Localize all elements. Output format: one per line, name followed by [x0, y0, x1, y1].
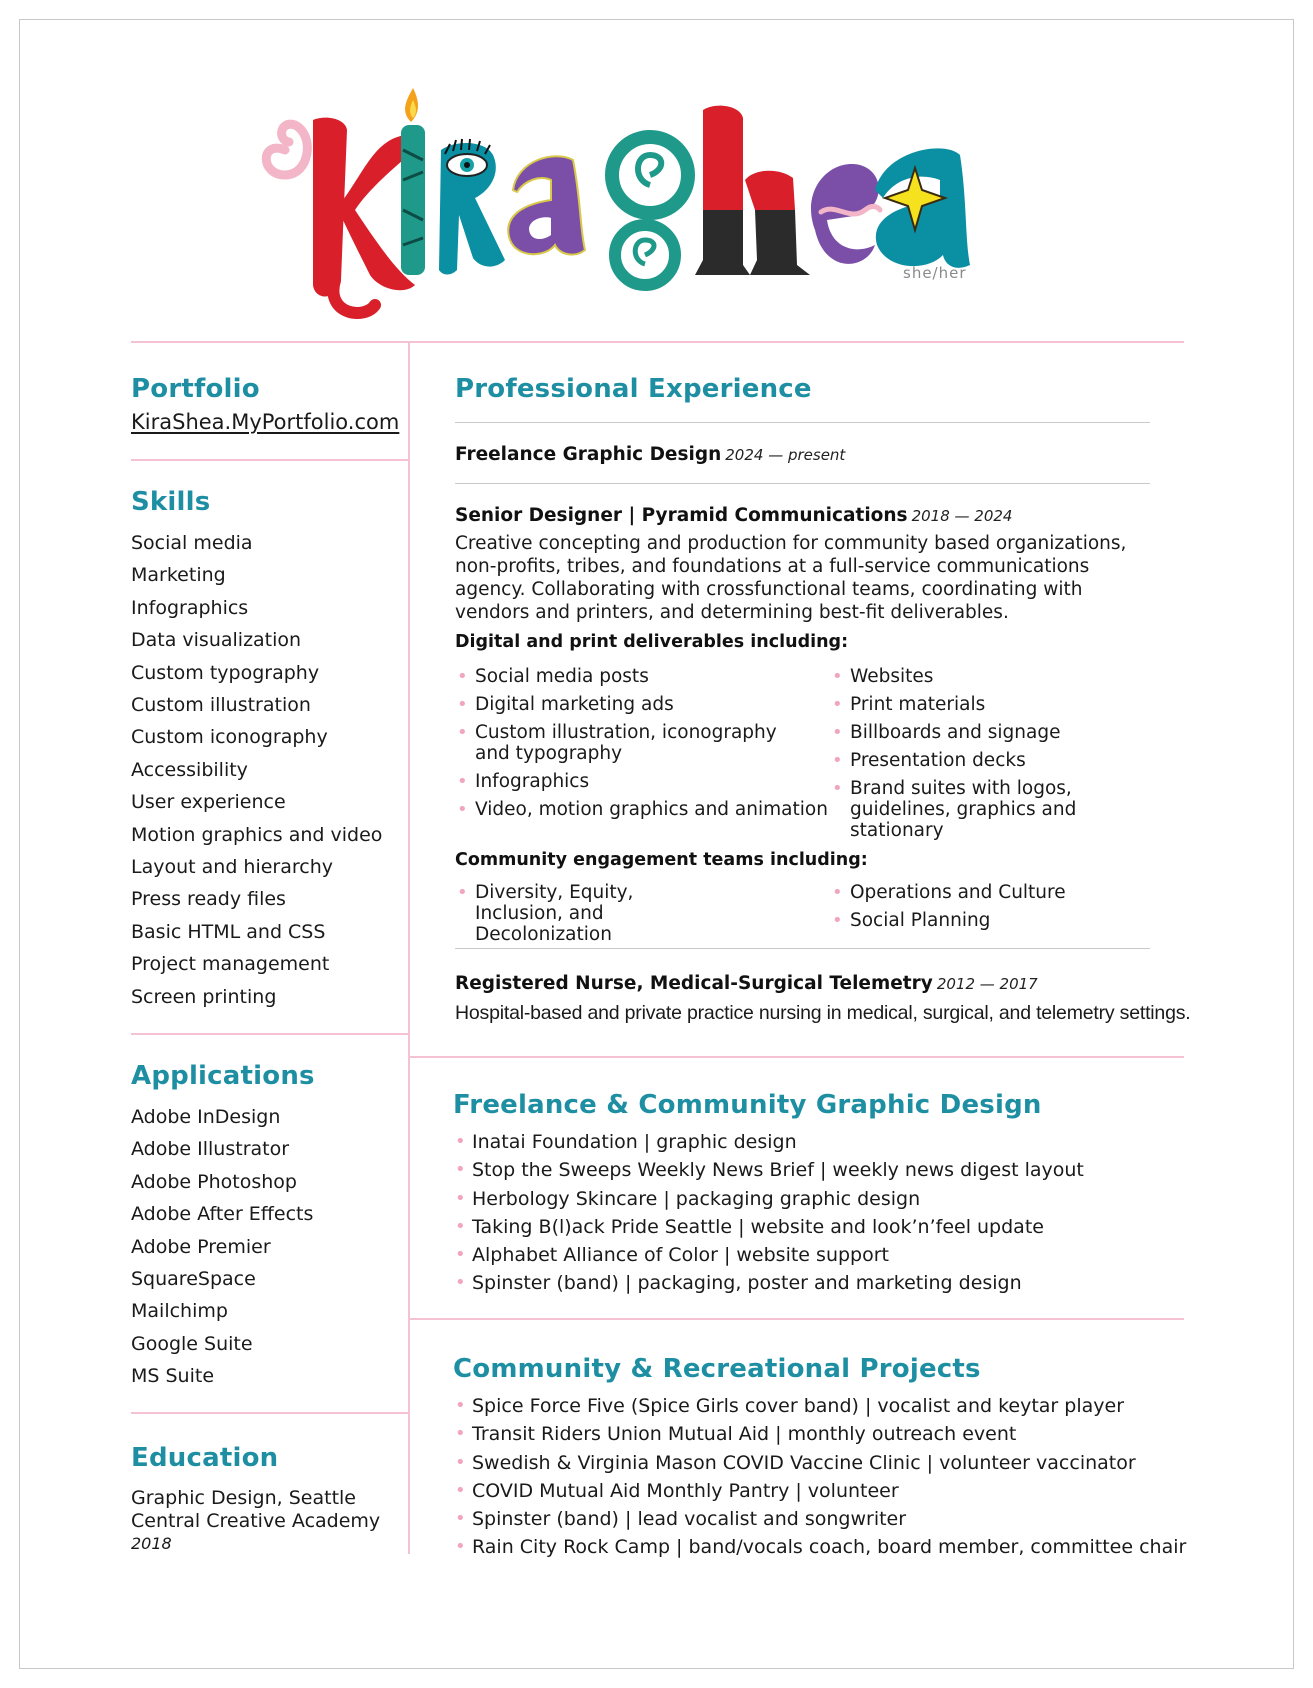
job-dates: 2024 — present [725, 446, 846, 464]
job-dates: 2018 — 2024 [911, 507, 1013, 525]
list-item: • Infographics [455, 771, 830, 792]
list-item: Basic HTML and CSS [131, 920, 326, 943]
education-title: Education [131, 1443, 279, 1473]
list-item: Mailchimp [131, 1300, 228, 1323]
list-item: Motion graphics and video [131, 823, 383, 846]
deliverables-list-a [455, 666, 830, 848]
list-item: Custom iconography [131, 726, 328, 749]
list-item: Press ready files [131, 888, 286, 911]
job-description: Hospital-based and private practice nursing in medical, surgical, and telemetry settings. [455, 1002, 1191, 1024]
right-divider-1 [409, 1056, 1184, 1058]
letter-a2-icon [875, 148, 970, 267]
list-item: Adobe Illustrator [131, 1138, 290, 1161]
list-item: • Video, motion graphics and animation [455, 799, 830, 820]
left-divider-1 [131, 459, 409, 461]
experience-title: Professional Experience [455, 374, 812, 404]
education-section [131, 1443, 406, 1553]
list-item: Data visualization [131, 629, 302, 652]
job-title-text: Freelance Graphic Design [455, 444, 722, 465]
list-item: • Taking B(l)ack Pride Seattle | website and look’n’feel update [453, 1213, 1183, 1241]
teams-list-a [455, 882, 830, 952]
list-item: • Diversity, Equity, Inclusion, and Decolonization [455, 882, 725, 945]
list-item: • Spinster (band) | lead vocalist and songwriter [453, 1505, 1183, 1533]
list-item: • Websites [830, 666, 1185, 687]
job-description: Creative concepting and production for community based organizations, non-profits, tribes, and foundations at a full-service communications agency. Collaborating with crossfunctional teams, coordinating with vendors and printers, and determining best-fit deliverables. [455, 533, 1127, 623]
list-item: • Herbology Skincare | packaging graphic design [453, 1185, 1183, 1213]
pink-swirl-icon [266, 124, 307, 175]
freelance-list [453, 1128, 1183, 1298]
list-item: • Billboards and signage [830, 722, 1185, 743]
community-section [453, 1354, 1187, 1562]
list-item: Adobe Premier [131, 1235, 271, 1258]
applications-section [131, 1061, 406, 1393]
community-title: Community & Recreational Projects [453, 1354, 981, 1384]
applications-list [131, 1101, 406, 1393]
right-divider-2 [409, 1318, 1184, 1320]
job-title-text: Registered Nurse, Medical-Surgical Telemetry [455, 973, 933, 994]
job-title-text: Senior Designer | Pyramid Communications [455, 505, 908, 526]
portfolio-title: Portfolio [131, 374, 260, 404]
boot-icon [750, 210, 810, 275]
exp-divider-1 [455, 422, 1150, 423]
list-item: Marketing [131, 564, 226, 587]
letter-k-icon [313, 118, 347, 297]
list-item: Custom illustration [131, 694, 311, 717]
name-logo [255, 80, 1055, 320]
list-item: • Transit Riders Union Mutual Aid | monthly outreach event [453, 1420, 1183, 1448]
deliverables-lists [455, 666, 1185, 848]
list-item: • Swedish & Virginia Mason COVID Vaccine Clinic | volunteer vaccinator [453, 1449, 1183, 1477]
deliverables-list-b [830, 666, 1185, 848]
portfolio-link[interactable]: KiraShea.MyPortfolio.com [131, 410, 400, 434]
job-title [455, 973, 1185, 994]
freelance-title: Freelance & Community Graphic Design [453, 1090, 1042, 1120]
list-item: Adobe After Effects [131, 1203, 314, 1226]
list-item: • Rain City Rock Camp | band/vocals coach, board member, committee chair [453, 1533, 1183, 1561]
list-item: • Social media posts [455, 666, 830, 687]
list-item: Google Suite [131, 1332, 253, 1355]
list-item: SquareSpace [131, 1268, 256, 1291]
list-item: • Presentation decks [830, 750, 1185, 771]
skills-list [131, 527, 406, 1013]
letter-a-icon [508, 156, 585, 254]
list-item: Adobe Photoshop [131, 1170, 297, 1193]
teams-list-b [830, 882, 1185, 952]
job-title [455, 505, 1185, 526]
applications-title: Applications [131, 1061, 315, 1091]
list-item: • Spinster (band) | packaging, poster and marketing design [453, 1269, 1183, 1297]
teams-heading: Community engagement teams including: [455, 850, 868, 870]
left-divider-2 [131, 1033, 409, 1035]
list-item: Custom typography [131, 661, 320, 684]
job-nurse [455, 973, 1191, 1025]
exp-divider-2 [455, 483, 1150, 484]
skills-title: Skills [131, 487, 211, 517]
list-item: • Custom illustration, iconography and typography [455, 722, 780, 764]
list-item: • Digital marketing ads [455, 694, 830, 715]
list-item: • Brand suites with logos, guidelines, graphics and stationary [830, 778, 1175, 841]
job-dates: 2012 — 2017 [936, 975, 1038, 993]
community-list [453, 1392, 1187, 1562]
skills-section [131, 487, 406, 1013]
portfolio-section [131, 374, 406, 434]
list-item: • Alphabet Alliance of Color | website support [453, 1241, 1183, 1269]
job-title [455, 444, 1185, 465]
candle-icon [401, 125, 425, 275]
list-item: • Operations and Culture [830, 882, 1185, 903]
education-degree: Graphic Design, Seattle [131, 1487, 356, 1509]
list-item: Screen printing [131, 985, 277, 1008]
deliverables-heading: Digital and print deliverables including: [455, 632, 849, 652]
education-year: 2018 [131, 1534, 172, 1553]
list-item: Project management [131, 953, 330, 976]
list-item: • Stop the Sweeps Weekly News Brief | weekly news digest layout [453, 1156, 1183, 1184]
list-item: Infographics [131, 596, 249, 619]
list-item: Accessibility [131, 758, 248, 781]
job-pyramid [455, 505, 1185, 952]
list-item: • Spice Force Five (Spice Girls cover band) | vocalist and keytar player [453, 1392, 1183, 1420]
education-school: Central Creative Academy [131, 1510, 381, 1532]
teams-lists [455, 882, 1185, 952]
list-item: Adobe InDesign [131, 1106, 281, 1128]
pronouns: she/her [903, 264, 967, 282]
list-item: • Inatai Foundation | graphic design [453, 1128, 1183, 1156]
header-divider [131, 341, 1184, 343]
list-item: Layout and hierarchy [131, 856, 334, 879]
list-item: Social media [131, 532, 253, 554]
list-item: • Social Planning [830, 910, 1185, 931]
left-divider-3 [131, 1412, 409, 1414]
freelance-section [453, 1090, 1183, 1298]
list-item: MS Suite [131, 1365, 215, 1388]
boot-icon [695, 210, 750, 275]
column-divider [408, 342, 410, 1554]
job-freelance [455, 444, 1185, 465]
list-item: User experience [131, 791, 286, 814]
letter-h-icon [703, 106, 743, 210]
experience-section [455, 374, 1185, 404]
list-item: • Print materials [830, 694, 1185, 715]
list-item: • COVID Mutual Aid Monthly Pantry | volunteer [453, 1477, 1183, 1505]
